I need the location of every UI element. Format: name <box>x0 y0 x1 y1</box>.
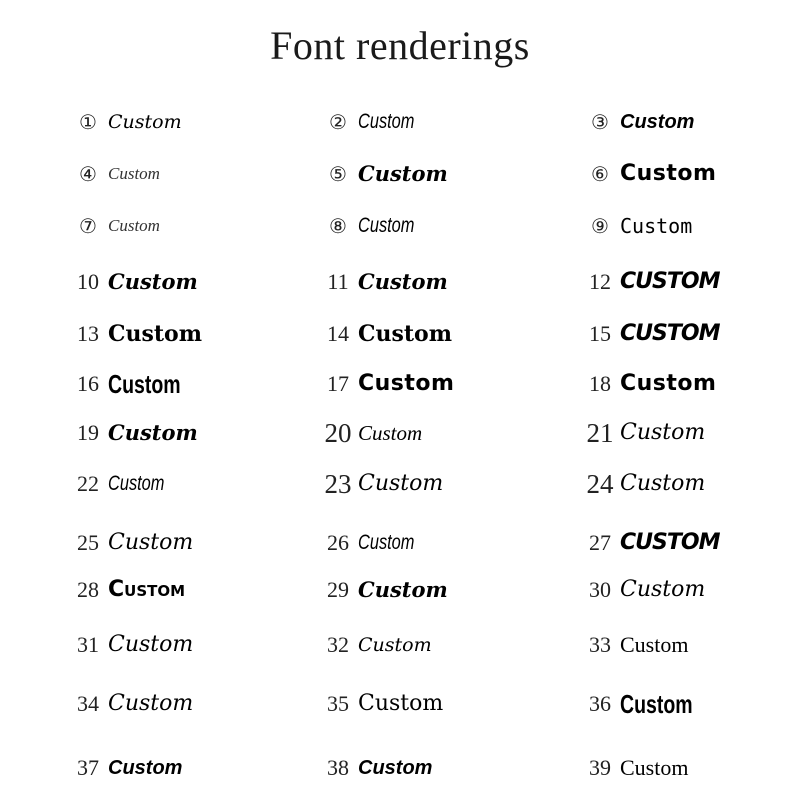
font-sample-text: Custom <box>108 111 182 133</box>
font-number: 34 <box>77 691 99 716</box>
font-number: 15 <box>589 321 611 346</box>
font-number: ⑤ <box>329 162 347 186</box>
font-sample-text: Custom <box>620 371 717 396</box>
font-sample-text: Custom <box>358 161 448 186</box>
font-sample-text: Custom <box>358 321 453 347</box>
font-sample-text: Custom <box>108 420 198 445</box>
font-number: 25 <box>77 530 99 555</box>
font-sample-text: Custom <box>358 471 444 496</box>
font-number: 37 <box>77 755 99 780</box>
font-sample-text: Custom <box>358 214 415 237</box>
font-number: ⑥ <box>591 162 609 186</box>
font-number: 27 <box>589 530 611 555</box>
font-sample-text: CUSTOM <box>620 530 720 555</box>
font-number: 33 <box>589 632 611 657</box>
font-number: 36 <box>589 691 611 716</box>
font-number: 28 <box>77 577 99 602</box>
font-number: 23 <box>324 469 352 499</box>
font-number: ② <box>329 110 347 134</box>
font-number: 14 <box>327 321 349 346</box>
font-sample-text: Custom <box>620 577 706 602</box>
page-title: Font renderings <box>270 23 530 68</box>
font-number: ① <box>79 110 97 134</box>
font-sample-text: Custom <box>108 530 194 555</box>
font-sample-text: Custom <box>358 531 415 554</box>
font-sample-text: Custom <box>108 757 183 779</box>
font-number: ⑦ <box>79 214 97 238</box>
font-sample-text: Custom <box>108 321 203 347</box>
font-number: 19 <box>77 420 99 445</box>
font-sample-text: Custom <box>620 689 693 719</box>
font-sample-text: Custom <box>620 632 689 657</box>
font-number: 24 <box>586 469 614 499</box>
font-sample-text: Custom <box>108 632 194 657</box>
font-sample-text: Custom <box>358 634 432 656</box>
font-number: 21 <box>586 418 614 448</box>
font-number: 20 <box>324 418 352 448</box>
font-number: ④ <box>79 162 97 186</box>
font-sample-text: Custom <box>620 755 689 780</box>
font-sample-text: Custom <box>108 577 186 602</box>
font-number: ⑧ <box>329 214 347 238</box>
font-sample-text: Custom <box>108 216 160 235</box>
font-number: 10 <box>77 269 99 294</box>
font-number: 39 <box>589 755 611 780</box>
font-number: 13 <box>77 321 99 346</box>
font-number: 35 <box>327 691 349 716</box>
font-sample-text: Custom <box>620 471 706 496</box>
font-number: 12 <box>589 269 611 294</box>
font-sample-text: Custom <box>358 421 423 445</box>
font-number: ⑨ <box>591 214 609 238</box>
font-sample-text: Custom <box>620 214 693 238</box>
font-sample-text: CUSTOM <box>620 321 720 346</box>
font-sample-text: CUSTOM <box>620 269 720 294</box>
font-number: 26 <box>327 530 349 555</box>
font-sample-text: Custom <box>358 371 455 396</box>
font-sample-text: Custom <box>620 420 706 445</box>
font-sample-text: Custom <box>108 369 181 399</box>
font-sample-text: Custom <box>108 164 160 183</box>
font-sample-text: Custom <box>358 269 448 294</box>
font-sample-text: Custom <box>108 269 198 294</box>
font-number: 16 <box>77 371 99 396</box>
font-sample-text: Custom <box>358 110 415 133</box>
font-number: 29 <box>327 577 349 602</box>
font-number: 38 <box>327 755 349 780</box>
font-sample-text: Custom <box>108 691 194 716</box>
font-number: 32 <box>327 632 349 657</box>
font-sample-text: Custom <box>108 472 165 495</box>
font-sample-text: Custom <box>358 577 448 602</box>
font-number: 22 <box>77 471 99 496</box>
font-number: 18 <box>589 371 611 396</box>
font-sample-text: Custom <box>358 691 444 716</box>
font-number: ③ <box>591 110 609 134</box>
font-number: 31 <box>77 632 99 657</box>
font-number: 17 <box>327 371 349 396</box>
font-number: 30 <box>589 577 611 602</box>
font-sample-text: Custom <box>620 111 695 133</box>
font-sample-text: Custom <box>358 757 433 779</box>
font-sample-text: Custom <box>620 161 717 186</box>
font-number: 11 <box>327 269 349 294</box>
